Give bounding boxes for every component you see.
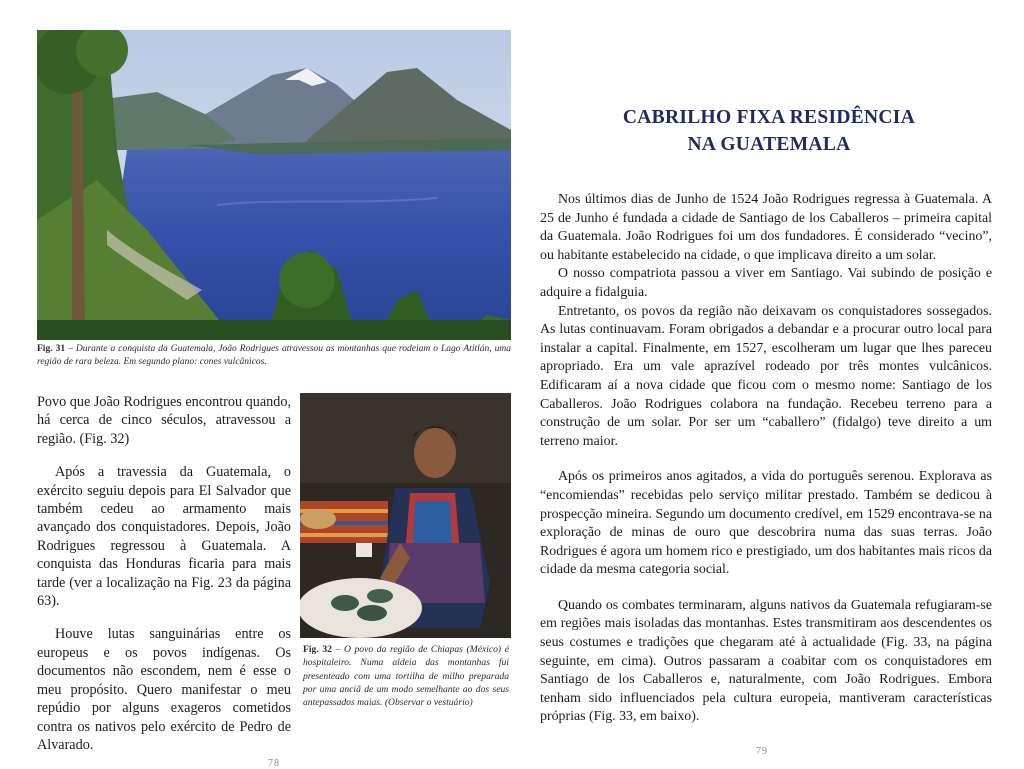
right-text-column: [540, 191, 992, 727]
figure-31-caption-text: – Durante a conquista da Guatemala, João Rodrigues atravessou as montanhas que rodeiam o Lago Atitlán, uma região de rara beleza. Em segundo plano: cones vulcânicos.: [37, 344, 511, 367]
left-paragraph-1: Povo que João Rodrigues encontrou quando, há cerca de cinco séculos, atravessou a região. (Fig. 32): [37, 394, 291, 447]
right-paragraph-2: O nosso compatriota passou a viver em Santiago. Vai subindo de posição e adquire a fidalguia.: [540, 266, 992, 300]
chapter-title: [600, 104, 938, 158]
figure-32-caption: [303, 643, 509, 709]
left-paragraph-3: Houve lutas sanguinárias entre os europeus e os povos indígenas. Os documentos não escondem, nem é esse o meu propósito. Quero manifestar o meu repúdio por alguns exageros cometidos contra os nativos pelo exército de Pedro de Alvarado.: [37, 626, 291, 753]
lake-atitlan-photo: [37, 30, 511, 340]
right-paragraph-4: Após os primeiros anos agitados, a vida do português serenou. Explorava as “encomiendas” recebidas pelo serviço militar prestado. Também se dedicou à prospecção mineira. Segundo um documento credível, em 1529 encontrava-se na exploração de minas de ouro que descobrira numa das suas terras. João Rodrigues é agora um homem rico e prestigiado, um dos habitantes mais ricos da cidade da mesma categoria social.: [540, 469, 992, 578]
right-paragraph-3: Entretanto, os povos da região não deixavam os conquistadores sossegados. As lutas continuavam. Foram obrigados a debandar e a procurar outro local para instalar a capital. Finalmente, em 1527, escolheram um lugar que lhes pareceu apropriado. Era um vale aprazível rodeado por três montes vulcânicos. Edificaram aí a nova cidade que ficou com o mesmo nome: Santiago de los Caballeros. João Rodrigues colabora na fundação. Recebeu terreno para a construção de um solar. Por ser um “caballero” (fidalgo) teve direito a um terreno maior.: [540, 303, 992, 449]
page-number-left: 78: [268, 758, 280, 769]
page-number-right: 79: [756, 746, 768, 757]
left-text-column: [37, 393, 291, 769]
figure-31-label: Fig. 31: [37, 344, 66, 354]
chapter-title-line-2: NA GUATEMALA: [687, 134, 851, 155]
right-paragraph-1: Nos últimos dias de Junho de 1524 João Rodrigues regressa à Guatemala. A 25 de Junho é fundada a cidade de Santiago de los Caballeros – primeira capital da Guatemala. João Rodrigues foi um dos fundadores. É considerado “vecino”, ou habitante estabelecido na cidade, o que implicava direito a um solar.: [540, 192, 992, 263]
figure-32-label: Fig. 32: [303, 644, 332, 655]
left-paragraph-2: Após a travessia da Guatemala, o exército seguiu depois para El Salvador que também cedeu ao armamento mais avançado dos conquistadores. Depois, João Rodrigues regressou à Guatemala. A conquista das Honduras ficaria para mais tarde (ver a localização na Fig. 23 da página 63).: [37, 464, 291, 610]
left-page: [0, 0, 512, 768]
figure-31-caption: [37, 343, 511, 369]
figure-32-caption-text: – O povo da região de Chiapas (México) é hospitaleiro. Numa aldeia das montanhas fui presenteado com uma tortilha de milho preparada por uma anciã de um modo semelhante ao dos seus antepassados maias. (Observar o vestuário): [303, 644, 509, 709]
chiapas-woman-photo: [300, 393, 511, 638]
right-paragraph-5: Quando os combates terminaram, alguns nativos da Guatemala refugiaram-se em regiões mais isoladas das montanhas. Estes transmitiram aos descendentes os seus costumes e tradições que chegaram até à actualidade (Fig. 33, na página seguinte, em cima). Outros passaram a coabitar com os conquistadores em Santiago de los Caballeros e, naturalmente, com João Rodrigues. Embora tenham sido influenciados pela cultura europeia, mantiveram características próprias (Fig. 33, em baixo).: [540, 597, 992, 725]
chapter-title-line-1: CABRILHO FIXA RESIDÊNCIA: [622, 107, 916, 128]
